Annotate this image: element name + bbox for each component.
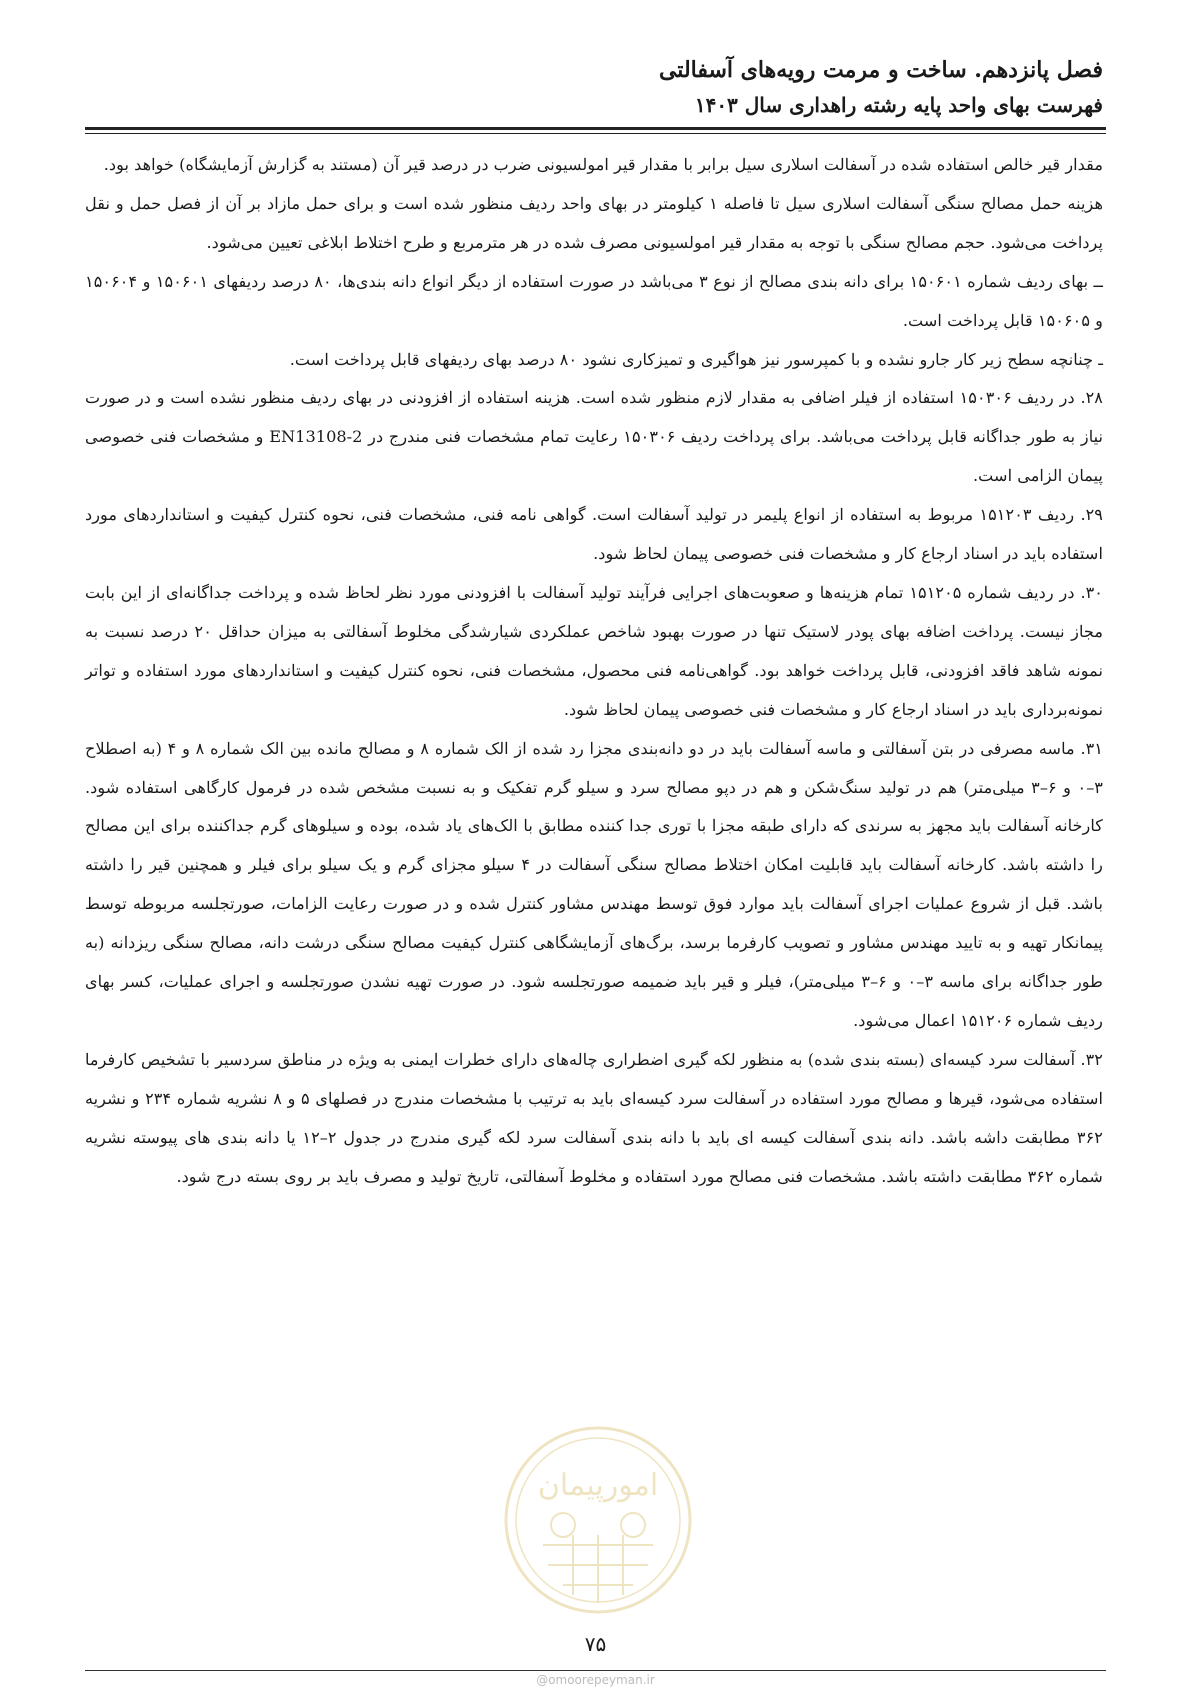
- paragraph-gradation-price: ــ بهای ردیف شماره ۱۵۰۶۰۱ برای دانه بندی مصالح از نوع ۳ می‌باشد در صورت استفاده از دیگر انواع دانه بندی‌ها، ۸۰ درصد ردیفهای ۱۵۰۶۰۱ و ۱۵۰۶۰۴ و ۱۵۰۶۰۵ قابل پرداخت است.: [85, 271, 1104, 330]
- paragraph-note-29: ۲۹. ردیف ۱۵۱۲۰۳ مربوط به استفاده از انواع پلیمر در تولید آسفالت است. گواهی نامه فنی، مشخصات فنی، نحوه کنترل کیفیت و استانداردهای مورد استفاده باید در اسناد ارجاع کار و مشخصات فنی خصوصی پیمان لحاظ شود.: [85, 505, 1103, 564]
- footer-url: @omoorepeyman.ir: [536, 1673, 655, 1687]
- paragraph-note-32: ۳۲. آسفالت سرد کیسه‌ای (بسته بندی شده) به منظور لکه گیری اضطراری چاله‌های دارای خطرات ایمنی به ویژه در مناطق سردسیر با تشخیص کارفرما استفاده می‌شود، قیرها و مصالح مورد استفاده در آسفالت سرد کیسه‌ای باید به ترتیب با مشخصات مندرج در فصلهای ۵ و ۸ نشریه شماره ۲۳۴ و نشریه ۳۶۲ مطابقت داشه باشد. دانه بندی آسفالت کیسه ای باید با دانه بندی آسفالت سرد لکه گیری مندرج در جدول ۲–۱۲ یا دانه بندی های پیوسته نشریه شماره ۳۶۲ مطابقت داشته باشد. مشخصات فنی مصالح مورد استفاده و مخلوط آسفالتی، تاریخ تولید و مصرف باید بر روی بسته درج شود.: [85, 1049, 1104, 1186]
- body-text: [85, 146, 1103, 1196]
- price-list-subtitle: فهرست بهای واحد پایه رشته راهداری سال ۱۴۰۳: [694, 93, 1103, 117]
- watermark-logo-text: امورپیمان: [537, 1468, 659, 1503]
- paragraph-note-28: ۲۸. در ردیف ۱۵۰۳۰۶ استفاده از فیلر اضافی به مقدار لازم منظور شده است. هزینه استفاده از افزودنی در بهای ردیف منظور نشده است و در صورت نیاز به طور جداگانه قابل پرداخت می‌باشد. برای پرداخت ردیف ۱۵۰۳۰۶ رعایت تمام مشخصات فنی مندرج در EN13108-2 و مشخصات فنی خصوصی پیمان الزامی است.: [85, 388, 1104, 486]
- paragraph-surface-cleaning: ـ چنانچه سطح زیر کار جارو نشده و با کمپرسور نیز هواگیری و تمیزکاری نشود ۸۰ درصد بهای ردیفهای قابل پرداخت است.: [289, 349, 1103, 369]
- watermark-logo: [503, 1425, 693, 1615]
- footer-rule: [85, 1670, 1106, 1671]
- paragraph-aggregate-hauling: هزینه حمل مصالح سنگی آسفالت اسلاری سیل تا فاصله ۱ کیلومتر در بهای واحد ردیف منظور شده است و برای حمل مازاد بر آن از فصل حمل و نقل پرداخت می‌شود. حجم مصالح سنگی با توجه به مقدار قیر امولسیونی مصرف شده در هر مترمربع و طرح اختلاط ابلاغی تعیین می‌شود.: [85, 193, 1104, 252]
- header-rule-thick: [85, 127, 1106, 130]
- paragraph-note-31: ۳۱. ماسه مصرفی در بتن آسفالتی و ماسه آسفالت باید در دو دانه‌بندی مجزا رد شده از الک شماره ۸ و مصالح مانده بین الک شماره ۸ و ۴ (به اصطلاح ۳–۰ و ۶–۳ میلی‌متر) هم در تولید سنگ‌شکن و هم در دپو مصالح سرد و سیلو گرم تفکیک و به نسبت مشخص شده در فرمول کارگاهی استفاده شود. کارخانه آسفالت باید مجهز به سرندی که دارای طبقه مجزا با توری جدا کننده مطابق با الک‌های یاد شده، بوده و سیلوهای گرم جداکننده برای این مصالح را داشته باشد. کارخانه آسفالت باید قابلیت امکان اختلاط مصالح سنگی آسفالت در ۴ سیلو مجزای گرم و یک سیلو برای فیلر و همچنین قیر را داشته باشد. قبل از شروع عملیات اجرای آسفالت باید موارد فوق توسط مهندس مشاور کنترل شده و در صورت رعایت الزامات، صورتجلسه مربوطه توسط پیمانکار تهیه و به تایید مهندس مشاور و تصویب کارفرما برسد، برگ‌های آزمایشگاهی کنترل کیفیت مصالح سنگی درشت دانه، مصالح سنگی ریزدانه (به طور جداگانه برای ماسه ۳–۰ و ۶–۳ میلی‌متر)، فیلر و قیر باید ضمیمه صورتجلسه شود. در صورت تهیه نشدن صورتجلسه و اجرای عملیات، کسر بهای ردیف شماره ۱۵۱۲۰۶ اعمال می‌شود.: [85, 738, 1104, 1030]
- header-rule-thin: [85, 133, 1106, 134]
- paragraph-note-30: ۳۰. در ردیف شماره ۱۵۱۲۰۵ تمام هزینه‌ها و صعوبت‌های اجرایی فرآیند تولید آسفالت با افزودنی مورد نظر لحاظ شده و پرداخت جداگانه‌ای از این بابت مجاز نیست. پرداخت اضافه بهای پودر لاستیک تنها در صورت بهبود شاخص عملکردی شیارشدگی مخلوط آسفالتی به میزان حداقل ۲۰ درصد نسبت به نمونه شاهد فاقد افزودنی، قابل پرداخت خواهد بود. گواهی‌نامه فنی محصول، مشخصات فنی، نحوه کنترل کیفیت و استانداردهای مورد استفاده و تواتر نمونه‌برداری باید در اسناد ارجاع کار و مشخصات فنی خصوصی پیمان لحاظ شود.: [85, 582, 1103, 719]
- page-header: [83, 52, 1103, 122]
- chapter-title: فصل پانزدهم. ساخت و مرمت رویه‌های آسفالتی: [658, 57, 1103, 83]
- page-number: ۷۵: [584, 1632, 607, 1656]
- paragraph-bitumen-quantity: مقدار قیر خالص استفاده شده در آسفالت اسلاری سیل برابر با مقدار قیر امولسیونی ضرب در درصد قیر آن (مستند به گزارش آزمایشگاه) خواهد بود.: [103, 155, 1103, 174]
